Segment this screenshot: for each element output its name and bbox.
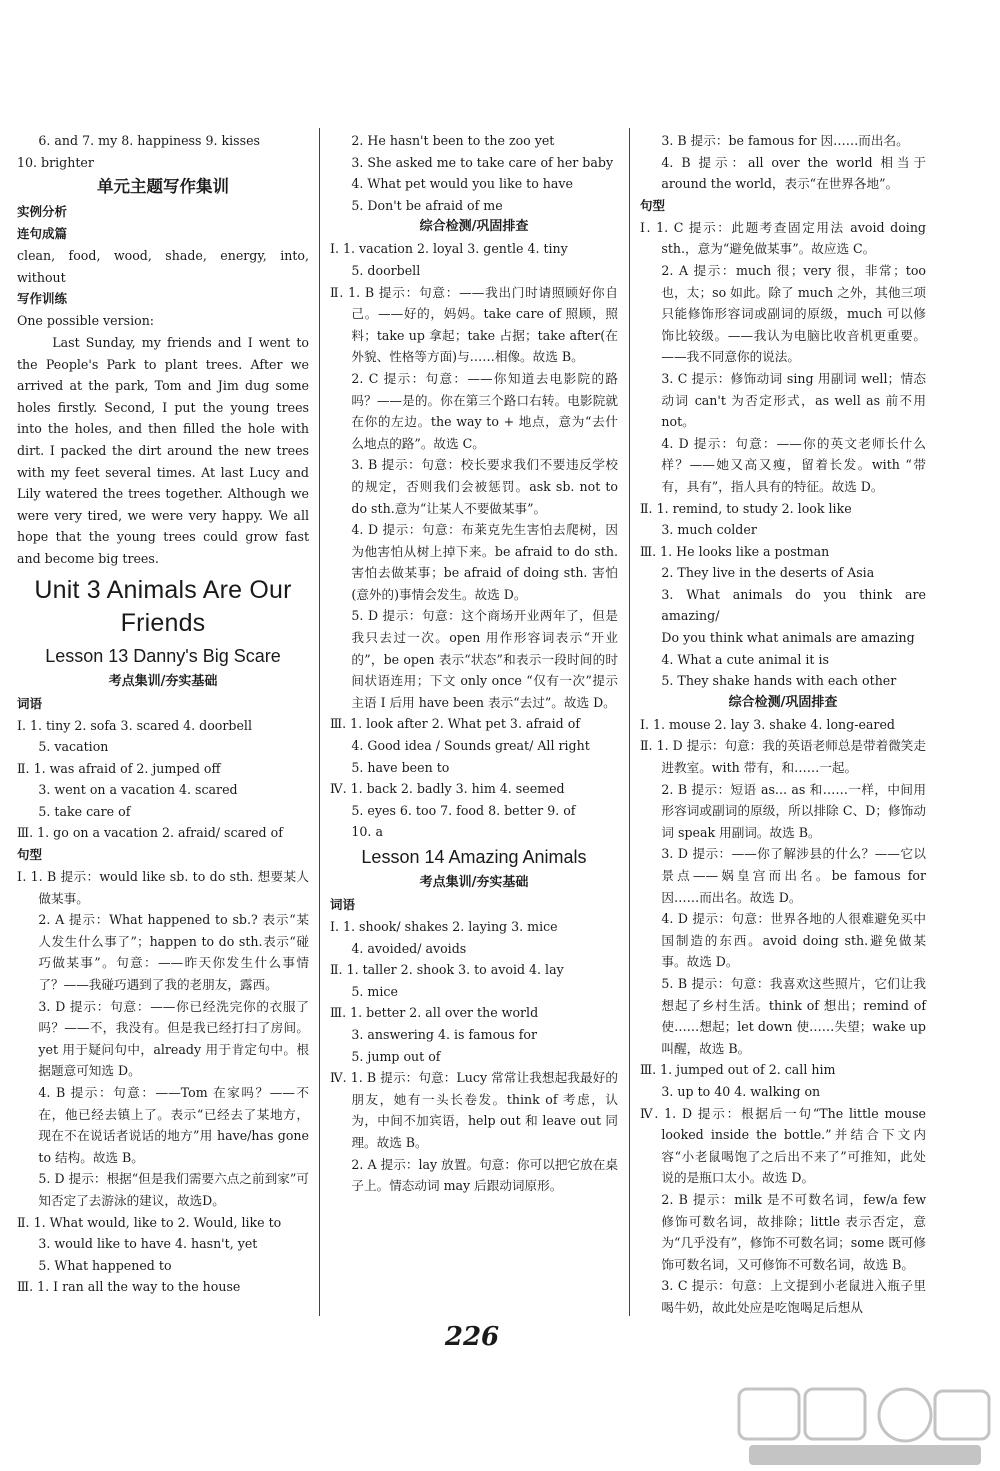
answer-item: Ⅲ. 1. look after 2. What pet 3. afraid of: [330, 716, 580, 732]
section-title: 单元主题写作集训: [97, 177, 229, 197]
answer-item: Ⅰ. 1. B 提示：would like sb. to do sth. 想要某人做某事。: [17, 869, 309, 906]
answer-item: Ⅳ. 1. B 提示：句意：Lucy 常常让我想起我最好的朋友，她有一头长卷发。think of 考虑，认为，中间不加宾语，help out 和 leave out 同理。故选 B。: [330, 1070, 618, 1150]
answer-item: Ⅰ. 1. vacation 2. loyal 3. gentle 4. tiny: [330, 241, 568, 257]
subsection-title: 综合检测/巩固排查: [419, 219, 529, 235]
section-label: 词语: [330, 897, 356, 912]
answer-item: Ⅱ. 1. D 提示：句意：我的英语老师总是带着微笑走进教室。with 带有，和……一起。: [640, 738, 926, 776]
answer-line: 5. They shake hands with each other: [661, 673, 897, 689]
unit-title: Unit 3 Animals Are Our Friends: [34, 575, 292, 637]
answer-item: 2. A 提示：lay 放置。句意：你可以把它放在桌子上。情态动词 may 后跟动词原形。: [351, 1156, 618, 1194]
subsection-title: 综合检测/巩固排查: [728, 694, 838, 710]
answer-line: 3. What animals do you think are amazing/: [661, 586, 926, 624]
subsection-title: 考点集训/夯实基础: [419, 875, 529, 890]
answer-line: 6. and 7. my 8. happiness 9. kisses: [38, 133, 260, 148]
answer-item: 3. D 提示：——你了解涉县的什么？——它以景点——娲皇宫而出名。be famous for 因……而出名。故选 D。: [661, 846, 926, 905]
section-label: 写作训练: [17, 291, 68, 307]
answer-line: 3. She asked me to take care of her baby: [351, 154, 614, 170]
subsection-title: 考点集训/夯实基础: [108, 673, 218, 689]
answer-item: Ⅲ. 1. He looks like a postman: [640, 543, 830, 559]
answer-line: 3. would like to have 4. hasn't, yet: [38, 1236, 258, 1252]
answer-line: 4. What pet would you like to have: [351, 176, 573, 192]
answer-item: 4. D 提示：句意：——你的英文老师长什么样？——她又高又瘦，留着长发。with “带有，具有”，指人具有的特征。故选 D。: [661, 435, 926, 494]
answer-item: 4. D 提示：句意：世界各地的人很难避免买中国制造的东西。avoid doing sth.避免做某事。故选 D。: [661, 911, 926, 970]
section-label: 句型: [640, 197, 666, 213]
answer-item: Ⅲ. 1. better 2. all over the world: [330, 1005, 539, 1021]
answer-item: Ⅱ. 1. B 提示：句意：——我出门时请照顾好你自己。——好的，妈妈。take care of 照顾，照料；take up 拿起；take 占据；take after(在外貌、性格等方面)与……相像。故选 B。: [330, 284, 618, 365]
column-divider-1: [319, 128, 320, 1316]
answer-item: Ⅳ. 1. back 2. badly 3. him 4. seemed: [330, 781, 565, 797]
answer-line: 5. mice: [351, 983, 398, 999]
answer-item: 2. C 提示：句意：——你知道去电影院的路吗？——是的。你在第三个路口右转。电影院就在你的左边。the way to + 地点，意为“去什么地点的路”。故选 C。: [351, 370, 618, 451]
column-left: [17, 130, 309, 1298]
answer-line: 5. Don't be afraid of me: [351, 197, 503, 213]
answer-line: 10. a: [351, 824, 383, 840]
answer-item: 2. B 提示：milk 是不可数名词，few/a few 修饰可数名词，故排除；little 表示否定，意为“几乎没有”，修饰不可数名词；some 既可修饰可数名词，又可修饰不可数名词，故选 B。: [661, 1191, 926, 1272]
answer-line: 5. take care of: [38, 803, 131, 819]
answer-line: 10. brighter: [17, 154, 94, 170]
answer-item: Ⅲ. 1. jumped out of 2. call him: [640, 1062, 836, 1078]
answer-item: 4. D 提示：句意：布莱克先生害怕去爬树，因为他害怕从树上掉下来。be afraid to do sth. 害怕去做某事；be afraid of doing sth. 害怕(意外的)事情会发生。故选 D。: [351, 522, 618, 602]
section-label: 实例分析: [17, 204, 68, 220]
lesson-title: Lesson 13 Danny's Big Scare: [45, 645, 281, 666]
answer-item: 5. B 提示：句意：我喜欢这些照片，它们让我想起了乡村生活。think of 想出；remind of 使……想起；let down 使……失望；wake up 叫醒，故选 B。: [661, 975, 926, 1056]
answer-item: Ⅲ. 1. go on a vacation 2. afraid/ scared of: [17, 825, 283, 841]
answer-line: 4. Good idea / Sounds great/ All right: [351, 738, 590, 754]
answer-line: 3. answering 4. is famous for: [351, 1026, 538, 1042]
answer-item: Ⅱ. 1. was afraid of 2. jumped off: [17, 760, 221, 776]
answer-item: Ⅰ. 1. shook/ shakes 2. laying 3. mice: [330, 919, 558, 934]
answer-item: 4. B 提示：句意：——Tom 在家吗？——不在，他已经去镇上了。表示“已经去了某地方，现在不在说话者说话的地方”用 have/has gone to 结构。故选 B。: [38, 1085, 309, 1165]
answer-line: One possible version:: [17, 313, 155, 329]
answer-line: 5. doorbell: [351, 262, 421, 278]
answer-line: clean, food, wood, shade, energy, into, without: [17, 248, 309, 285]
lesson-title: Lesson 14 Amazing Animals: [361, 847, 587, 867]
column-divider-2: [629, 128, 630, 1316]
answer-line: 4. avoided/ avoids: [351, 940, 467, 956]
answer-line: Do you think what animals are amazing: [661, 630, 915, 646]
page-number: 226: [444, 1322, 500, 1352]
answer-item: Ⅰ. 1. C 提示：此题考查固定用法 avoid doing sth.，意为“避免做某事”。故应选 C。: [640, 219, 926, 257]
answer-item: 3. B 提示：句意：校长要求我们不要违反学校的规定，否则我们会被惩罚。ask sb. not to do sth.意为“让某人不要做某事”。: [351, 457, 618, 516]
section-label: 词语: [17, 695, 43, 711]
answer-line: 2. They live in the deserts of Asia: [661, 565, 875, 581]
answer-item: 2. A 提示：much 很；very 很，非常；too 也，太；so 如此。除了 much 之外，其他三项只能修饰形容词或副词的原级，much 可以修饰比较级。——我认为电脑比收音机更重要。——我不同意你的说法。: [661, 262, 926, 365]
answer-item: Ⅱ. 1. What would, like to 2. Would, like to: [17, 1214, 282, 1230]
answer-line: 5. jump out of: [351, 1048, 441, 1064]
answer-item: 3. C 提示：句意：上文提到小老鼠进入瓶子里喝牛奶，故此处应是吃饱喝足后想从: [661, 1278, 926, 1315]
answer-line: 3. went on a vacation 4. scared: [38, 782, 238, 798]
answer-line: 3. up to 40 4. walking on: [661, 1083, 821, 1099]
answer-line: 3. much colder: [661, 522, 757, 538]
answer-item: Ⅳ. 1. D 提示：根据后一句“The little mouse looked inside the bottle.”并结合下文内容“小老鼠喝饱了之后出不来了”可推知，此处说的是瓶口太小。故选 D。: [640, 1105, 926, 1186]
answer-item: 2. A 提示：What happened to sb.? 表示“某人发生什么事了”；happen to do sth.表示“碰巧做某事”。句意：——昨天你发生什么事情了？——我碰巧遇到了我的老朋友，露西。: [38, 912, 309, 993]
answer-item: 5. D 提示：句意：这个商场开业两年了，但是我只去过一次。open 用作形容词表示“开业的”，be open 表示“状态”和表示一段时间的时间状语连用；下文 only once “仅有一次”提示主语 I 后用 have been 表示“去过”。故选 D。: [351, 608, 618, 710]
answer-line: 5. have been to: [351, 759, 450, 775]
column-middle: [330, 130, 618, 1197]
answer-item: 4. B 提示：all over the world 相当于 around the world，表示“在世界各地”。: [661, 154, 926, 192]
section-label: 连句成篇: [17, 226, 68, 242]
answer-item: Ⅰ. 1. tiny 2. sofa 3. scared 4. doorbell: [17, 717, 252, 733]
section-label: 句型: [17, 847, 43, 863]
answer-item: Ⅱ. 1. taller 2. shook 3. to avoid 4. lay: [330, 962, 564, 978]
answer-item: 3. D 提示：句意：——你已经洗完你的衣服了吗？——不，我没有。但是我已经打扫了房间。yet 用于疑问句中，already 用于肯定句中。根据题意可知选 D。: [38, 998, 309, 1079]
answer-item: 3. C 提示：修饰动词 sing 用副词 well；情态动词 can't 为否定形式，as well as 前不用 not。: [661, 370, 926, 430]
answer-line: 3. B 提示：be famous for 因……而出名。: [661, 133, 909, 148]
answer-item: 5. D 提示：根据“但是我们需要六点之前到家”可知否定了去游泳的建议，故选D。: [38, 1171, 309, 1208]
answer-item: 2. B 提示：短语 as... as 和……一样，中间用形容词或副词的原级，所以排除 C、D；修饰动词 speak 用副词。故选 B。: [661, 781, 926, 840]
essay-paragraph: Last Sunday, my friends and I went to the People's Park to plant trees. After we arrived at the park, Tom and Jim dug some holes firstly. Second, I put the young trees into the holes, and then filled the hole with dirt. I packed the dirt around the new trees with my feet several times. At last Lucy and Lily watered the trees together. Although we were very tired, we were very happy. We all hope that the young trees could grow fast and become big trees.: [17, 334, 309, 566]
answer-line: 5. What happened to: [38, 1257, 172, 1273]
answer-line: 5. eyes 6. too 7. food 8. better 9. of: [351, 802, 576, 818]
answer-line: 5. vacation: [38, 739, 109, 755]
answer-line: 4. What a cute animal it is: [661, 651, 829, 667]
column-right: [640, 130, 926, 1318]
answer-item: Ⅲ. 1. I ran all the way to the house: [17, 1279, 241, 1295]
answer-item: Ⅱ. 1. remind, to study 2. look like: [640, 500, 852, 516]
answer-item: Ⅰ. 1. mouse 2. lay 3. shake 4. long-eared: [640, 716, 895, 732]
watermark-logo: [735, 1385, 995, 1469]
answer-line: 2. He hasn't been to the zoo yet: [351, 133, 555, 148]
